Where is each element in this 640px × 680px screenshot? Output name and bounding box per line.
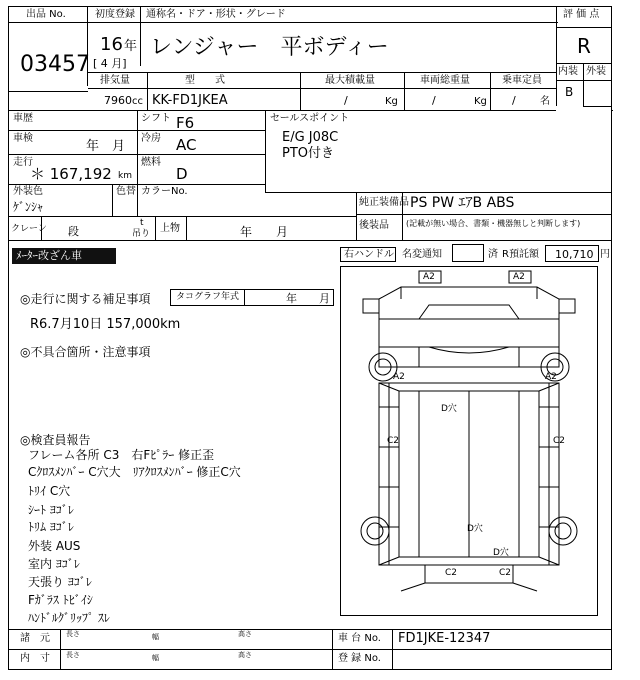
exterior-grade-label: 外装: [586, 66, 606, 77]
capacity-unit: 名: [540, 96, 550, 107]
upper-label: 上物: [160, 223, 180, 234]
displacement-unit: cc: [132, 96, 143, 107]
gross-weight-value: /: [432, 94, 436, 107]
inspector-line: 室内 ﾖｺﾞﾚ: [28, 557, 80, 571]
recycle-label: 済: [488, 249, 498, 260]
damage-mark: C2: [387, 436, 400, 446]
first-reg-year: 16: [100, 34, 123, 55]
damage-mark: C2: [553, 436, 566, 446]
capacity-label: 乗車定員: [502, 75, 542, 86]
inspector-line: 外装 AUS: [28, 539, 81, 553]
exterior-color-value: ｹﾞﾝｼｬ: [13, 200, 44, 214]
interior-grade: B: [565, 85, 574, 99]
mileage-value: ＊ 167,192: [30, 165, 112, 183]
recycle-deposit-value: 10,710: [555, 248, 594, 261]
crane-ton: t: [140, 218, 144, 228]
damage-mark: C2: [499, 568, 512, 578]
damage-mark: A2: [513, 272, 525, 282]
inspector-line: ﾄﾘｲ C穴: [28, 484, 71, 498]
inspector-line: Cｸﾛｽﾒﾝﾊﾞｰ C穴大 ﾘｱｸﾛｽﾒﾝﾊﾞｰ 修正C穴: [28, 465, 241, 479]
rhd-label: 右ハンドル: [344, 249, 394, 260]
shift-value: F6: [176, 114, 195, 132]
chassis-no-value: FD1JKE-12347: [398, 631, 491, 646]
sales-point-line2: PTO付き: [282, 146, 335, 161]
gross-weight-label: 車両総重量: [420, 75, 470, 86]
ac-label: 冷房: [141, 133, 161, 144]
grade-label: 評 価 点: [563, 9, 600, 20]
aftermarket-note: (記載が無い場合、書類・機器無しと判断します): [406, 219, 581, 228]
defects-label: ◎不具合箇所・注意事項: [20, 345, 151, 359]
ac-value: AC: [176, 136, 197, 154]
tachograph-value: 年 月: [286, 292, 330, 305]
damage-mark: D穴: [467, 524, 483, 534]
sales-point-line1: E/G J08C: [282, 130, 339, 145]
year-unit: 年: [124, 39, 138, 54]
chassis-no-label: 車 台 No.: [338, 633, 381, 644]
interior-grade-label: 内装: [558, 66, 578, 77]
genuine-equipment-value: PS PW ｴｱB ABS: [410, 195, 515, 211]
damage-mark: D穴: [493, 548, 509, 558]
inspection-label: 車検: [13, 133, 33, 144]
inspector-report-label: ◎検査員報告: [20, 433, 91, 447]
width-label: 幅: [152, 633, 159, 641]
inspector-line: フレーム各所 C3 右Fﾋﾟﾗｰ 修正歪: [28, 448, 215, 462]
mileage-unit: km: [118, 171, 132, 181]
footer-specs-label: 諸 元: [20, 633, 50, 644]
aftermarket-label: 後装品: [359, 220, 389, 231]
truck-diagram: [340, 266, 598, 616]
inspection-value: 年 月: [86, 139, 126, 154]
max-load-value: /: [344, 94, 348, 107]
first-reg-month: [ 4 月]: [93, 57, 127, 70]
vehicle-name: レンジャー 平ボディー: [150, 35, 389, 60]
fuel-value: D: [176, 165, 188, 183]
fuel-label: 燃料: [141, 157, 161, 168]
crane-stage: 段: [68, 225, 79, 238]
recycle-unit: 円: [600, 249, 610, 260]
footer-interior-label: 内 寸: [20, 653, 50, 664]
height-label-2: 高さ: [238, 651, 252, 659]
gross-weight-unit: Kg: [474, 96, 487, 107]
vehicle-name-label: 通称名・ドア・形状・グレード: [146, 9, 286, 20]
driving-notes-label: ◎走行に関する補足事項: [20, 292, 151, 306]
height-label: 高さ: [238, 630, 252, 638]
width-label-2: 幅: [152, 654, 159, 662]
inspector-line: Fｶﾞﾗｽ ﾄﾋﾞｲｼ: [28, 593, 93, 607]
lot-no-label: 出品 No.: [26, 9, 66, 20]
damage-mark: A2: [393, 372, 405, 382]
registration-no-label: 登 録 No.: [338, 653, 381, 664]
damage-mark: A2: [423, 272, 435, 282]
sales-point-label: セールスポイント: [270, 113, 350, 124]
genuine-equipment-label: 純正装備品: [359, 197, 409, 208]
length-label-2: 長さ: [66, 651, 80, 659]
history-label: 車歴: [13, 113, 33, 124]
crane-label: クレーン: [11, 224, 47, 234]
inspector-line: ﾊﾝﾄﾞﾙｸﾞﾘｯﾌﾟ ｽﾚ: [28, 611, 110, 625]
first-reg-label: 初度登録: [95, 9, 135, 20]
upper-value: 年 月: [240, 225, 289, 239]
exterior-color-label: 外装色: [13, 186, 43, 197]
damage-mark: C2: [445, 568, 458, 578]
lot-number: 03457: [20, 52, 90, 77]
damage-mark: D穴: [441, 404, 457, 414]
inspector-line: ｼｰﾄ ﾖｺﾞﾚ: [28, 503, 74, 517]
damage-mark: A2: [545, 372, 557, 382]
crane-hang: 吊り: [132, 229, 151, 239]
displacement-value: 7960: [104, 94, 132, 107]
driving-note: R6.7月10日 157,000km: [30, 317, 181, 332]
overall-grade: R: [577, 34, 591, 58]
model-code: KK-FD1JKEA: [152, 93, 228, 108]
name-change-label: 名変通知: [402, 249, 442, 260]
length-label: 長さ: [66, 630, 80, 638]
capacity-value: /: [512, 94, 516, 107]
meter-tampered-badge: ﾒｰﾀｰ改ざん車: [12, 248, 116, 264]
name-change-box: [452, 244, 484, 262]
color-no-label: カラーNo.: [141, 186, 188, 197]
shift-label: シフト: [141, 113, 171, 124]
tachograph-label: タコグラフ年式: [176, 292, 240, 302]
max-load-label: 最大積載量: [325, 75, 375, 86]
recycle-deposit-label: R預託額: [502, 249, 539, 260]
inspector-line: ﾄﾘﾑ ﾖｺﾞﾚ: [28, 520, 74, 534]
displacement-label: 排気量: [100, 75, 130, 86]
max-load-unit: Kg: [385, 96, 398, 107]
inspector-line: 天張り ﾖｺﾞﾚ: [28, 575, 92, 589]
model-label: 型 式: [185, 75, 225, 86]
color-change-label: 色替: [116, 186, 136, 197]
mileage-label: 走行: [13, 157, 33, 168]
